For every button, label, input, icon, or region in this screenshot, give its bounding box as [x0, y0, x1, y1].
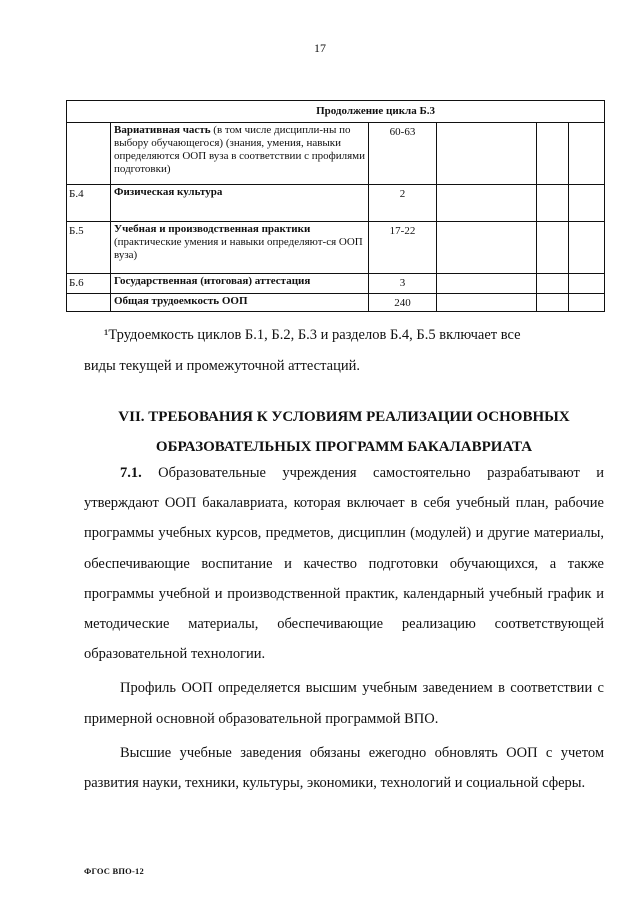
- paragraph: Профиль ООП определяется высшим учебным заведением в соответствии с примерной основной образовательной программой ВПО.: [84, 680, 604, 727]
- row-title-bold: Государственная (итоговая) аттестация: [114, 275, 311, 287]
- document-footer: ФГОС ВПО-12: [84, 866, 144, 876]
- paragraph: Высшие учебные заведения обязаны ежегодно обновлять ООП с учетом развития науки, техники, культуры, экономики, технологий и социальной сферы.: [84, 744, 604, 792]
- footnote: [84, 320, 604, 382]
- row-title: [111, 222, 369, 274]
- row-code: Б.6: [67, 274, 111, 294]
- footnote-line: ¹Трудоемкость циклов Б.1, Б.2, Б.3 и разделов Б.4, Б.5 включает все: [104, 327, 521, 343]
- continuation-header: Продолжение цикла Б.3: [67, 101, 605, 123]
- paragraph: [84, 458, 604, 669]
- paragraph-number: 7.1.: [120, 465, 142, 481]
- empty-cell: [437, 185, 537, 222]
- row-code: Б.4: [67, 185, 111, 222]
- row-title-bold: Физическая культура: [114, 186, 223, 198]
- row-title-bold: Общая трудоемкость ООП: [114, 295, 248, 307]
- page-number: 17: [314, 41, 326, 55]
- row-code: Б.5: [67, 222, 111, 274]
- body-text: [84, 458, 604, 798]
- empty-cell: [537, 222, 569, 274]
- row-title-bold: Учебная и производственная практики: [114, 223, 311, 235]
- paragraph-text: Образовательные учреждения самостоятельно разрабатывают и утверждают ООП бакалавриата, которая включает в себя учебный план, рабочие программы учебных курсов, предметов, дисциплин (модулей) и другие материалы, обеспечивающие воспитание и качество подготовки обучающихся, а также программы учебной и производственной практик, календарный учебный график и методические материалы, обеспечивающие реализацию соответствующей образовательной технологии.: [84, 465, 604, 663]
- section-title-line: ОБРАЗОВАТЕЛЬНЫХ ПРОГРАММ БАКАЛАВРИАТА: [155, 439, 533, 455]
- empty-cell: [437, 123, 537, 185]
- row-value: 60-63: [369, 123, 437, 185]
- row-title: [111, 274, 369, 294]
- row-title-rest: (в том числе дисципли-ны по выбору обучающегося) (знания, умения, навыки определяются ООП вуза в соответствии с профилями подготовки): [114, 124, 366, 175]
- table-header-row: [67, 101, 605, 123]
- table-row: [67, 274, 605, 294]
- row-code: [67, 123, 111, 185]
- empty-cell: [569, 123, 605, 185]
- table-row: [67, 294, 605, 312]
- empty-cell: [437, 222, 537, 274]
- empty-cell: [569, 222, 605, 274]
- row-value: 3: [369, 274, 437, 294]
- section-title-line: VII. ТРЕБОВАНИЯ К УСЛОВИЯМ РЕАЛИЗАЦИИ ОСНОВНЫХ: [118, 409, 570, 425]
- empty-cell: [537, 123, 569, 185]
- row-title: [111, 294, 369, 312]
- table-row: [67, 123, 605, 185]
- curriculum-table: [66, 100, 605, 312]
- empty-cell: [537, 294, 569, 312]
- empty-cell: [537, 274, 569, 294]
- row-title-rest: (практические умения и навыки определяют-ся ООП вуза): [114, 236, 363, 261]
- row-title-bold: Вариативная часть: [114, 124, 211, 136]
- row-title: [111, 185, 369, 222]
- row-value: 240: [369, 294, 437, 312]
- row-value: 17-22: [369, 222, 437, 274]
- empty-cell: [437, 274, 537, 294]
- section-title: [84, 402, 604, 462]
- empty-cell: [537, 185, 569, 222]
- row-value: 2: [369, 185, 437, 222]
- empty-cell: [569, 274, 605, 294]
- row-title: [111, 123, 369, 185]
- table-row: [67, 222, 605, 274]
- footnote-line: виды текущей и промежуточной аттестаций.: [84, 358, 360, 374]
- empty-cell: [569, 185, 605, 222]
- row-code: [67, 294, 111, 312]
- table-row: [67, 185, 605, 222]
- empty-cell: [437, 294, 537, 312]
- empty-cell: [569, 294, 605, 312]
